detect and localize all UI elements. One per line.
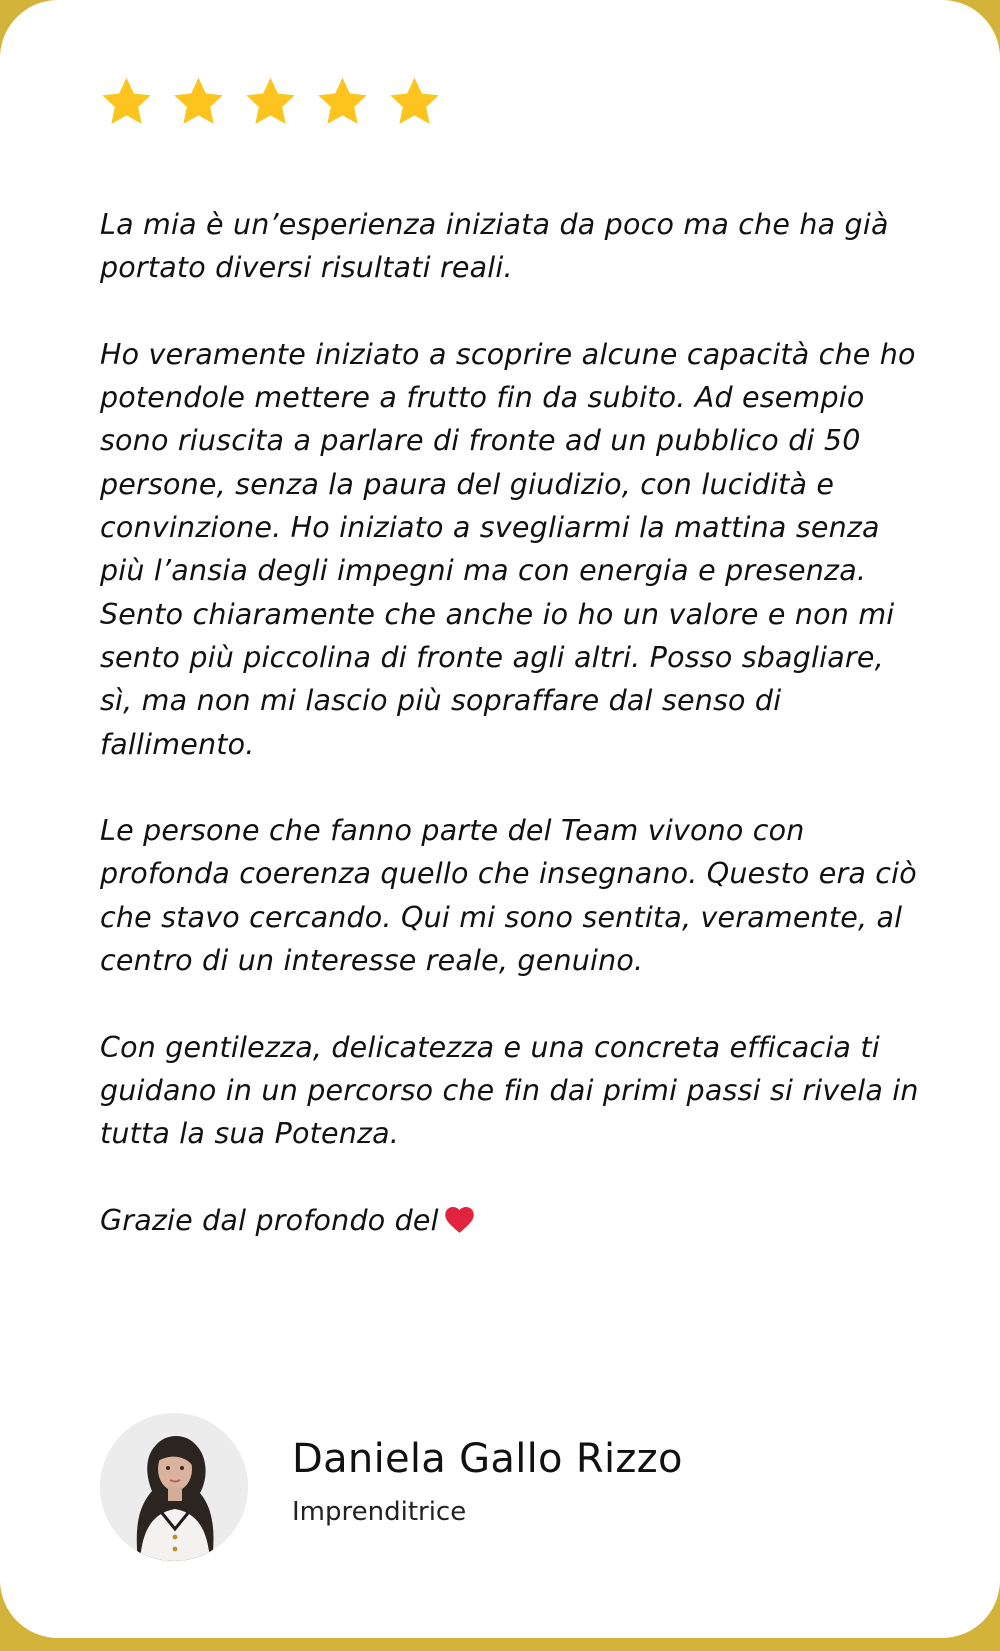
star-icon [98,74,155,131]
star-shape [318,78,366,124]
avatar-portrait [100,1413,248,1561]
star-icon [242,74,299,131]
author-role: Imprenditrice [292,1497,467,1527]
star-shape [390,78,438,124]
review-text [100,203,920,1242]
star-shape [246,78,294,124]
review-paragraph: Con gentilezza, delicatezza e una concreta efficacia ti guidano in un percorso che fin dai primi passi si rivela in tutta la sua Potenza. [100,1030,919,1151]
star-icon [314,74,371,131]
review-paragraph: La mia è un’esperienza iniziata da poco ma che ha già portato diversi risultati reali. [100,208,889,285]
review-paragraph: Le persone che fanno parte del Team vivono con profonda coerenza quello che insegnano. Questo era ciò che stavo cercando. Qui mi sono sentita, veramente, al centro di un interesse reale, genuino. [100,814,917,978]
author-name: Daniela Gallo Rizzo [292,1436,683,1482]
review-closing [100,1199,920,1242]
review-paragraph: Ho veramente iniziato a scoprire alcune capacità che ho potendole mettere a frutto fin da subito. Ad esempio sono riuscita a parlare di fronte ad un pubblico di 50 persone, senza la paura del giudizio, con lucidità e convinzione. Ho iniziato a svegliarmi la mattina senza più l’ansia degli impegni ma con energia e presenza. Sento chiaramente che anche io ho un valore e non mi sento più piccolina di fronte agli altri. Posso sbagliare, sì, ma non mi lascio più sopraffare dal senso di fallimento. [100,337,916,761]
avatar [100,1413,248,1561]
star-icon [170,74,227,131]
closing-text: Grazie dal profondo del [100,1203,439,1237]
star-icon [386,74,443,131]
star-rating [98,74,443,131]
star-shape [102,78,150,124]
author-block [100,1413,683,1561]
star-shape [174,78,222,124]
heart-shape [445,1207,474,1233]
heart-icon [443,1204,476,1234]
author-info [292,1433,683,1529]
